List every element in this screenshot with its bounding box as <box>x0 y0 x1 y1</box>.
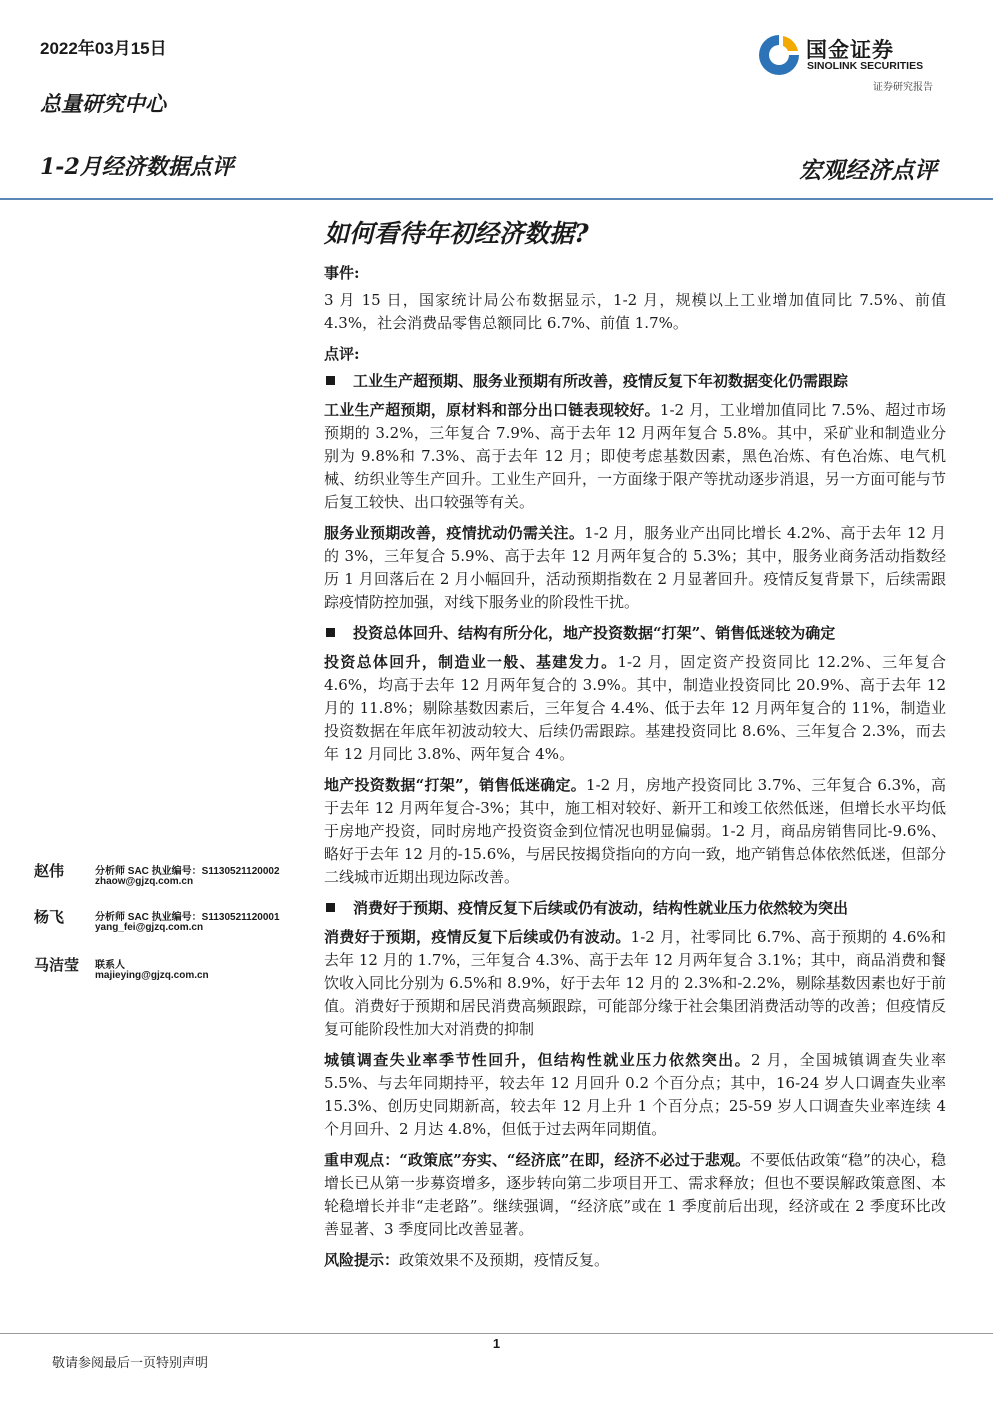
risk-paragraph <box>324 1249 946 1272</box>
analyst-name: 赵伟 <box>34 862 65 880</box>
paragraph-text: 1-2 月，固定资产投资同比 12.2%、三年复合 4.6%，均高于去年 12 月两年复合的 3.9%。其中，制造业投资同比 20.9%、高于去年 12 月的 11.8%；剔除基数因素后，三年复合 4.4%、低于去年 12 月两年复合的 11%，制造业投资数据在年底年初波动较大、后续仍需跟踪。基建投资同比 8.6%、三年复合 2.3%，而去年 12 月同比 3.8%、两年复合 4%。 <box>324 653 946 763</box>
bullet-square-icon <box>326 628 335 637</box>
event-label: 事件: <box>324 264 360 282</box>
logo-mark-icon <box>756 32 802 78</box>
paragraph-lead: 重申观点：“政策底”夯实、“经济底”在即，经济不必过于悲观。 <box>324 1151 751 1169</box>
paragraph-text: 2 月，全国城镇调查失业率 5.5%、与去年同期持平，较去年 12 月回升 0.2 个百分点；其中，16-24 岁人口调查失业率 15.3%、创历史同期新高，较去年 12 月上升 1 个百分点；25-59 岁人口调查失业率连续 4 个月回升、2 月达 4.8%，但低于过去两年同期值。 <box>324 1051 946 1138</box>
analyst-role: 联系人 <box>95 960 125 971</box>
analyst-email[interactable]: yang_fei@gjzq.com.cn <box>95 922 204 933</box>
body-paragraph <box>324 399 946 514</box>
section-heading-text: 工业生产超预期、服务业预期有所改善，疫情反复下年初数据变化仍需跟踪 <box>353 372 849 390</box>
analyst-role: 分析师 SAC 执业编号：S1130521120001 <box>95 912 280 923</box>
paragraph-text: 1-2 月，服务业产出同比增长 4.2%、高于去年 12 月的 3%，三年复合 5.9%、高于去年 12 月两年复合的 5.3%；其中，服务业商务活动指数经历 1 月回落后在 2 月小幅回升，活动预期指数在 2 月显著回升。疫情反复背景下，后续需跟踪疫情防控加强，对线下服务业的阶段性干扰。 <box>324 524 946 611</box>
report-body <box>324 208 946 1280</box>
company-logo <box>756 30 951 92</box>
document-type: 宏观经济点评 <box>799 157 937 184</box>
comment-label: 点评: <box>324 345 360 363</box>
paragraph-text: 政策效果不及预期，疫情反复。 <box>399 1251 610 1269</box>
paragraph-lead: 消费好于预期，疫情反复下后续或仍有波动。 <box>324 928 631 946</box>
section-heading <box>324 370 946 391</box>
body-paragraph <box>324 774 946 889</box>
paragraph-lead: 地产投资数据“打架”，销售低迷确定。 <box>324 776 587 794</box>
section-heading-text: 消费好于预期、疫情反复下后续或仍有波动，结构性就业压力依然较为突出 <box>353 899 849 917</box>
event-paragraph: 3 月 15 日，国家统计局公布数据显示，1-2 月，规模以上工业增加值同比 7.5%、前值 4.3%，社会消费品零售总额同比 6.7%、前值 1.7%。 <box>324 291 946 332</box>
report-date: 2022年03月15日 <box>40 39 167 58</box>
paragraph-text: 1-2 月，房地产投资同比 3.7%、三年复合 6.3%，高于去年 12 月两年复合-3%；其中，施工相对较好、新开工和竣工依然低迷，但增长水平均低于房地产投资，同时房地产投资资金到位情况也明显偏弱。1-2 月，商品房销售同比-9.6%、略好于去年 12 月的-15.6%，与居民按揭贷指向的方向一致，地产销售总体依然低迷，但部分二线城市近期出现边际改善。 <box>324 776 946 886</box>
view-paragraph <box>324 1149 946 1241</box>
body-paragraph <box>324 522 946 614</box>
logo-chinese-name: 国金证券 <box>806 38 894 62</box>
bullet-square-icon <box>326 903 335 912</box>
page-number: 1 <box>492 1336 501 1351</box>
logo-subtitle: 证券研究报告 <box>873 82 933 93</box>
paragraph-lead: 服务业预期改善，疫情扰动仍需关注。 <box>324 524 585 542</box>
paragraph-text: 1-2 月，社零同比 6.7%、高于预期的 4.6%和去年 12 月的 1.7%，三年复合 4.3%、高于去年 12 月两年复合 3.1%；其中，商品消费和餐饮收入同比分别为 6.5%和 8.9%，好于去年 12 月的 2.3%和-2.2%，剔除基数因素也好于前值。消费好于预期和居民消费高频跟踪，可能部分缘于社会集团消费活动等的改善；但疫情反复可能阶段性加大对消费的抑制 <box>324 928 946 1038</box>
analyst-role: 分析师 SAC 执业编号：S1130521120002 <box>95 866 280 877</box>
header-divider <box>0 198 993 200</box>
section-heading-text: 投资总体回升、结构有所分化，地产投资数据“打架”、销售低迷较为确定 <box>353 624 836 642</box>
body-paragraph <box>324 651 946 766</box>
footer-divider <box>0 1333 993 1334</box>
footer-disclaimer: 敬请参阅最后一页特别声明 <box>52 1356 209 1371</box>
logo-english-name: SINOLINK SECURITIES <box>807 60 924 72</box>
paragraph-text: 1-2 月，工业增加值同比 7.5%、超过市场预期的 3.2%，三年复合 7.9%、高于去年 12 月两年复合 5.8%。其中，采矿业和制造业分别为 9.8%和 7.3%、高于去年 12 月；即使考虑基数因素，黑色冶炼、有色冶炼、电气机械、纺织业等生产回升。工业生产回升，一方面缘于限产等扰动逐步消退，另一方面可能与节后复工较快、出口较强等有关。 <box>324 401 946 511</box>
paragraph-lead: 风险提示： <box>324 1251 400 1269</box>
bullet-square-icon <box>326 376 335 385</box>
document-title: 1-2月经济数据点评 <box>40 154 234 180</box>
paragraph-lead: 城镇调查失业率季节性回升，但结构性就业压力依然突出。 <box>324 1051 752 1069</box>
analyst-name: 杨飞 <box>34 908 65 926</box>
paragraph-lead: 工业生产超预期，原材料和部分出口链表现较好。 <box>324 401 660 419</box>
section-heading <box>324 897 946 918</box>
analyst-name: 马洁莹 <box>34 956 80 974</box>
analyst-email[interactable]: majieying@gjzq.com.cn <box>95 970 209 981</box>
body-paragraph <box>324 926 946 1041</box>
paragraph-lead: 投资总体回升，制造业一般、基建发力。 <box>324 653 618 671</box>
body-paragraph <box>324 1049 946 1141</box>
paragraph-text: 不要低估政策“稳”的决心，稳增长已从第一步募资增多，逐步转向第二步项目开工、需求释放；但也不要误解政策意图、本轮稳增长并非“走老路”。继续强调，“经济底”或在 1 季度前后出现，经济或在 2 季度环比改善显著、3 季度同比改善显著。 <box>324 1151 947 1238</box>
report-headline: 如何看待年初经济数据? <box>324 219 589 248</box>
section-heading <box>324 622 946 643</box>
research-center: 总量研究中心 <box>40 91 166 116</box>
analyst-email[interactable]: zhaow@gjzq.com.cn <box>95 876 194 887</box>
